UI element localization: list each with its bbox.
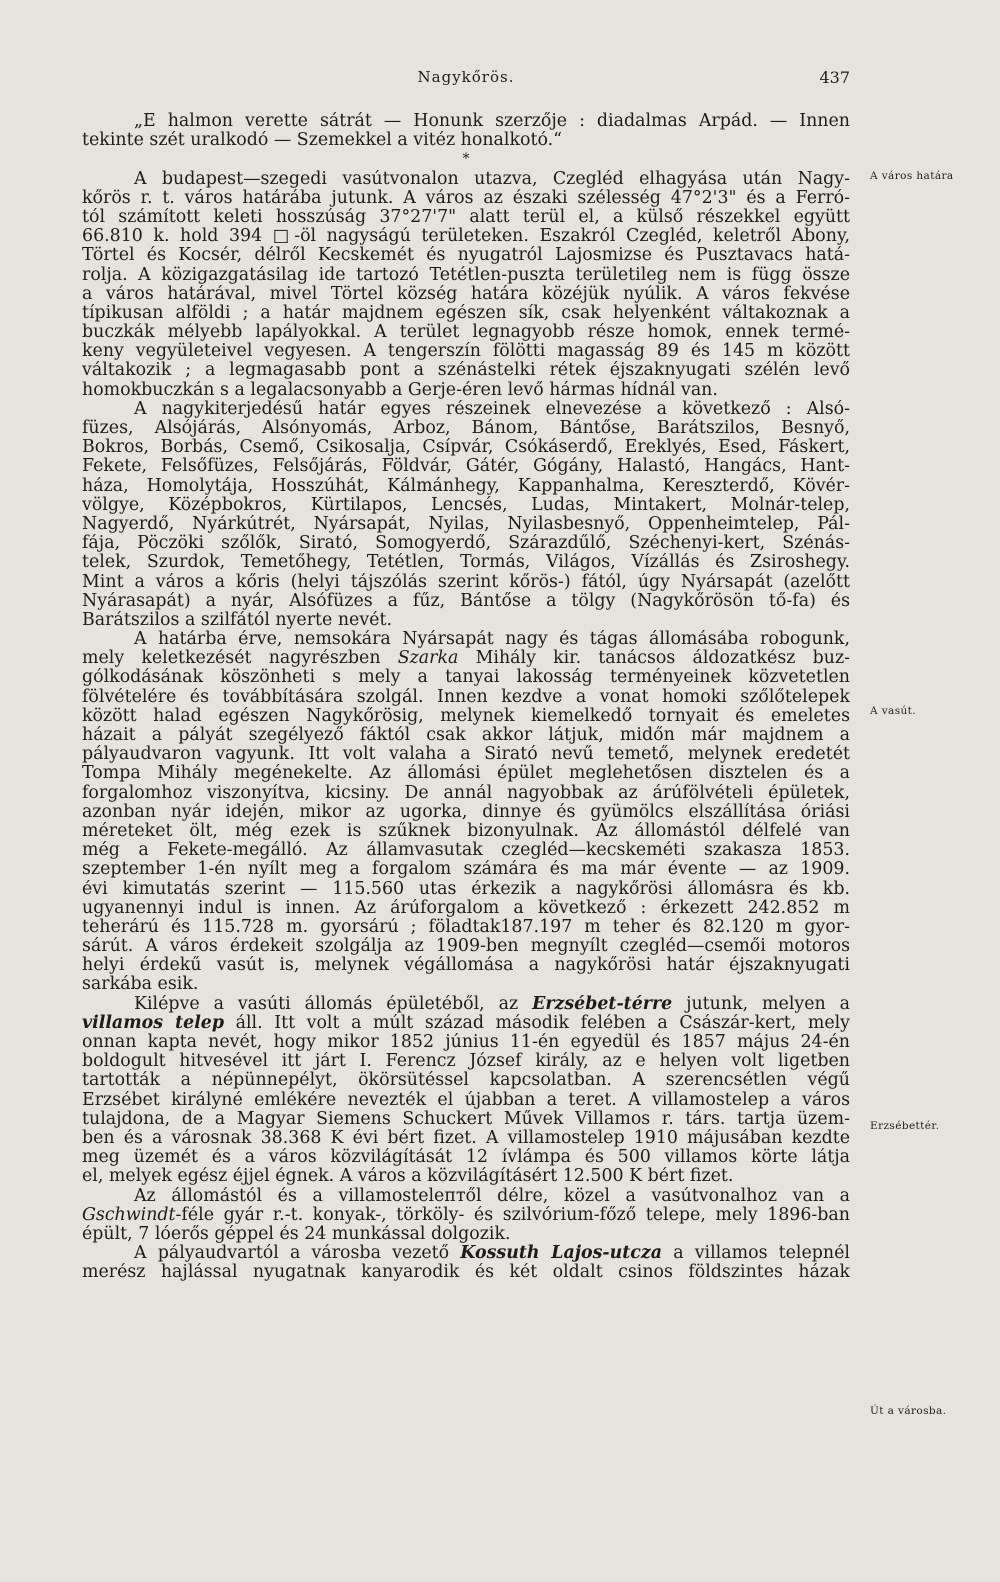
text-line: keny vegyületeivel vegyesen. A tengerszín fölötti magasság 89 és 145 m között <box>82 342 850 362</box>
text-line: boldogult hitvesével itt járt I. Ferencz József király, az e helyen volt ligetben <box>82 1052 850 1072</box>
text-line: tartották a népünnepélyt, ökörsütéssel kapcsolatban. A szerencsétlen végű <box>82 1071 850 1091</box>
text-line: Gschwindt-féle gyár r.-t. konyak-, törköly- és szilvórium-főző telepe, mely 1896-ban <box>82 1205 850 1225</box>
text-line: Barátszilos a szilfától nyerte nevét. <box>82 610 392 630</box>
emphasized-term: villamos telep <box>82 1013 225 1033</box>
text-line: között halad egészen Nagykőrösig, melynek kiemelkedő tornyait és emeletes <box>82 706 850 726</box>
running-head: Nagykőrös. <box>417 68 515 86</box>
text-line: ben és a városnak 38.368 K évi bért fizet. A villamostelep 1910 májusában kezdte <box>82 1128 850 1148</box>
text-line: meg üzemét és a város közvilágítását 12 ívlámpa és 500 villamos körte látja <box>82 1148 850 1168</box>
text-line: Nyárasapát) a nyár, Alsófüzes a fűz, Bántőse a tölgy (Nagykőrösön tő-fa) és <box>82 591 850 611</box>
text-line: háza, Homolytája, Hosszúhát, Kálmánhegy, Kappanhalma, Kereszterdő, Kövér- <box>82 476 850 496</box>
text-line: A határba érve, nemsokára Nyársapát nagy és tágas állomásába robogunk, <box>134 630 850 650</box>
text-line: Nagyerdő, Nyárkútrét, Nyársapát, Nyilas, Nyilasbesnyő, Oppenheimtelep, Pál- <box>82 514 850 534</box>
text-line: A pályaudvartól a városba vezető Kossuth Lajos-utcza a villamos telepnél <box>134 1244 850 1264</box>
text-line: Fekete, Felsőfüzes, Felsőjárás, Földvár, Gátér, Gógány, Halastó, Hangács, Hant- <box>82 457 850 477</box>
text-line: Tompa Mihály megénekelte. Az állomási épület meglehetősen disztelen és a <box>82 764 850 784</box>
text-line: váltakozik ; a legmagasabb pont a szénástelki rétek éjszaknyugati szélén levő <box>82 361 850 381</box>
margin-note: Út a városba. <box>870 1405 947 1417</box>
text-line: * <box>462 151 470 168</box>
text-line: még a Fekete-megálló. Az államvasutak czegléd—kecskeméti szakasza 1853. <box>82 841 850 861</box>
text-line: ugyanennyi indul is innen. Az árúforgalom a következő : érkezett 242.852 m <box>82 898 850 918</box>
text-line: sarkába esik. <box>82 975 199 995</box>
margin-note: Erzsébettér. <box>870 1120 940 1132</box>
emphasized-term: Szarka <box>397 649 459 669</box>
text-line: el, melyek egész éjjel égnek. A város a közvilágításért 12.500 K bért fizet. <box>82 1167 734 1187</box>
text-line: sárút. A város érdekeit szolgálja az 1909-ben megnyílt czegléd—csemői motoros <box>82 937 850 957</box>
text-line: 66.810 k. hold 394 □-öl nagyságú területeken. Északról Czegléd, keletről Abony, <box>82 227 850 247</box>
text-line: Bokros, Borbás, Csemő, Csikosalja, Csípvár, Csókáserdő, Ereklyés, Esed, Fáskert, <box>82 438 850 458</box>
text-line: tulajdona, de a Magyar Siemens Schuckert Művek Villamos r. társ. tartja üzem- <box>82 1109 850 1129</box>
text-line: merész hajlással nyugatnak kanyarodik és két oldalt csinos földszintes házak <box>82 1263 850 1283</box>
text-line: buczkák mélyebb lapályokkal. A terület legnagyobb része homok, ennek termé- <box>82 323 850 343</box>
text-line: Törtel és Kocsér, délről Kecskemét és nyugatról Lajosmizse és Pusztavacs hatá- <box>82 246 850 266</box>
text-line: forgalomhoz viszonyítva, kicsiny. De annál nagyobbak az árúfölvételi épületek, <box>82 783 850 803</box>
text-line: onnan kapta nevét, hogy mikor 1852 június 11-én egyedül és 1857 május 24-én <box>82 1033 850 1052</box>
page-number: 437 <box>819 68 850 87</box>
page-header <box>82 68 850 92</box>
text-line: házait a pályát szegélyező fáktól csak akkor látjuk, midőn már majdnem a <box>82 726 850 745</box>
text-line: völgye, Középbokros, Kürtilapos, Lencsés, Ludas, Mintakert, Molnár-telep, <box>82 495 850 515</box>
text-line: pályaudvaron vagyunk. Itt volt valaha a Sirató nevű temető, melynek eredetét <box>82 745 850 765</box>
text-line: szeptember 1-én nyílt meg a forgalom számára és ma már évente — az 1909. <box>82 860 850 880</box>
emphasized-term: Kossuth Lajos-utcza <box>460 1244 663 1264</box>
text-line: fája, Pöczöki szőlők, Sirató, Somogyerdő, Szárazdűlő, Széchenyi-kert, Szénás- <box>82 534 850 554</box>
text-line: fölvételére és továbbítására szolgál. Innen kezdve a vonat homoki szőlőtelepek <box>82 687 850 707</box>
emphasized-term: Erzsébet-térre <box>532 994 673 1014</box>
text-line: telek, Szurdok, Temetőhegy, Tetétlen, Tormás, Világos, Vízállás és Zsiroshegy. <box>82 553 850 573</box>
text-line: mely keletkezését nagyrészben Szarka Mihály kir. tanácsos áldozatkész buz- <box>82 649 850 669</box>
text-line: Az állomástól és a villamostelептől délre, közel a vasútvonalhoz van a <box>134 1186 850 1206</box>
text-line: A nagykiterjedésű határ egyes részeinek elnevezése a következő : Alsó- <box>134 399 850 419</box>
text-line: Mint a város a kőris (helyi tájszólás szerint kőrös-) fától, úgy Nyársapát (azelőtt <box>82 572 850 592</box>
text-line: típikusan alföldi ; a határ majdnem egészen sík, csak helyenként váltakoznak a <box>82 303 850 323</box>
text-line: tekinte szét uralkodó — Szemekkel a vitéz honalkotó.“ <box>82 131 563 151</box>
text-line: évi kimutatás szerint — 115.560 utas érkezik a nagykőrösi állomásra és kb. <box>82 879 850 899</box>
text-line: a város határával, mivel Törtel község határa közéjük nyúlik. A város fekvése <box>82 284 850 304</box>
text-line: teherárú és 115.728 m. gyorsárú ; föladtak187.197 m teher és 82.120 m gyor- <box>82 917 850 937</box>
body-text <box>82 112 850 1282</box>
text-line: Kilépve a vasúti állomás épületéből, az Erzsébet-térre jutunk, melyen a <box>134 994 850 1014</box>
text-line: azonban nyár idején, mikor az ugorka, dinnye és gyümölcs elszállítása óriási <box>82 802 850 822</box>
margin-note: A vasút. <box>870 705 917 717</box>
text-line: villamos telep áll. Itt volt a múlt század második felében a Császár-kert, mely <box>82 1013 850 1033</box>
text-line: rolja. A közigazgatásilag ide tartozó Tetétlen-puszta területileg nem is függ össze <box>82 265 850 285</box>
text-line: helyi érdekű vasút is, melynek végállomása a nagykőrösi határ éjszaknyugati <box>82 956 850 976</box>
text-line: gólkodásának köszönheti s mely a tanyai lakosság terményeinek közvetetlen <box>82 668 850 688</box>
text-line: kőrös r. t. város határába jutunk. A város az északi szélesség 47°2'3" és a Ferró- <box>82 188 850 208</box>
text-line: Erzsébet királyné emlékére nevezték el újabban a teret. A villamostelep a város <box>82 1090 850 1110</box>
text-line: tól számított keleti hosszúság 37°27'7" alatt terül el, a külső részekkel együtt <box>82 207 850 227</box>
text-line: A budapest—szegedi vasútvonalon utazva, Czegléd elhagyása után Nagy- <box>134 169 850 189</box>
text-line: homokbuczkán s a legalacsonyabb a Gerje-éren levő hármas hídnál van. <box>82 380 718 400</box>
text-line: füzes, Alsójárás, Alsónyomás, Árboz, Bánom, Bántőse, Barátszilos, Besnyő, <box>82 419 850 438</box>
margin-note: A város határa <box>870 170 954 182</box>
text-line: „E halmon verette sátrát — Honunk szerzője : diadalmas Árpád. — Innen <box>134 112 850 131</box>
text-line: épült, 7 lóerős géppel és 24 munkással dolgozik. <box>82 1224 511 1244</box>
text-line: méreteket ölt, még ezek is szűknek bizonyulnak. Az állomástól délfelé van <box>82 821 850 841</box>
emphasized-term: Gschwindt <box>82 1205 176 1225</box>
